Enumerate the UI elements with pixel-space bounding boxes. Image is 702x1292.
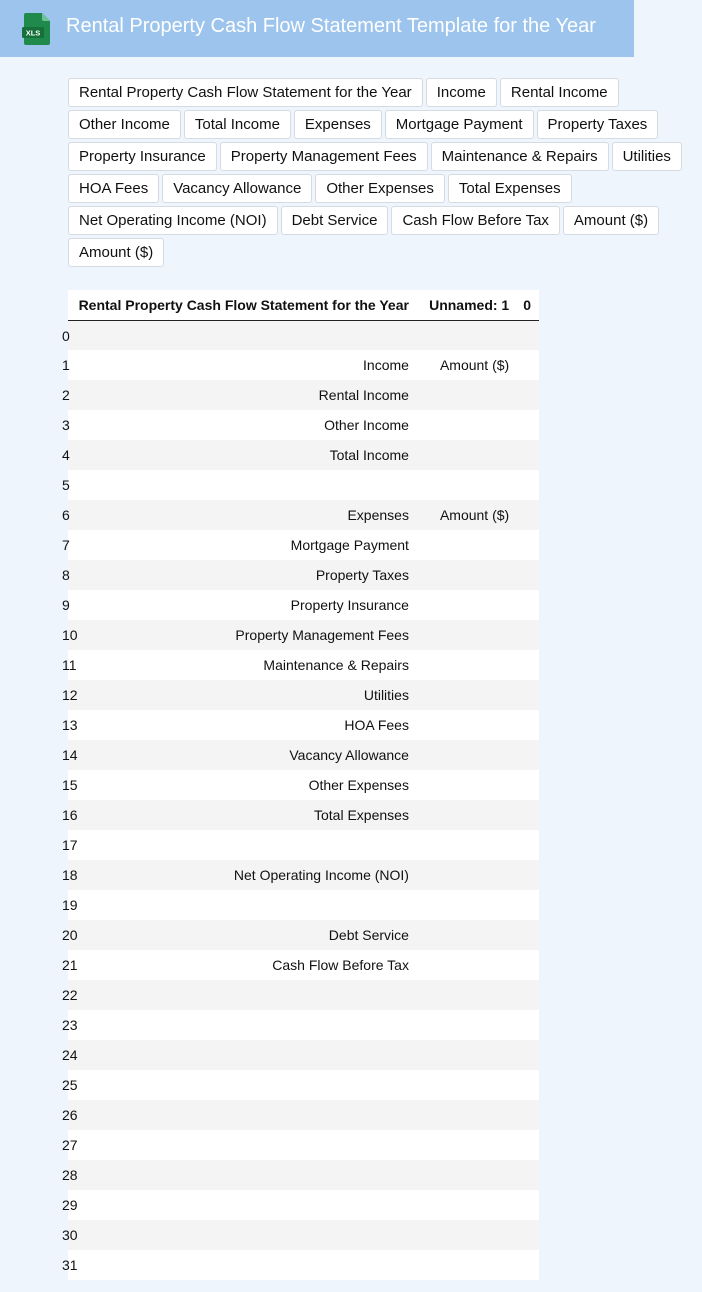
table-row [68, 410, 539, 440]
table-row [68, 1070, 539, 1100]
row-amount-cell [416, 380, 516, 410]
row-value-cell [516, 1010, 539, 1040]
table-row [68, 1100, 539, 1130]
row-index: 11 [62, 657, 77, 673]
row-label-cell: Expenses [72, 500, 416, 530]
row-index-cell [62, 530, 72, 560]
row-label-cell [72, 1040, 416, 1070]
table-row [68, 500, 539, 530]
column-tag[interactable]: Amount ($) [563, 206, 659, 235]
row-index-cell [62, 890, 78, 920]
table-row [68, 770, 539, 800]
row-label-cell [72, 320, 416, 350]
row-value-cell [516, 860, 539, 890]
row-index-cell [62, 1130, 78, 1160]
row-index: 1 [62, 357, 70, 373]
row-label-cell [72, 1010, 416, 1040]
row-label-cell: Other Expenses [72, 770, 416, 800]
row-amount-cell: Amount ($) [416, 350, 516, 380]
row-index: 16 [62, 807, 78, 823]
row-value-cell [516, 620, 539, 650]
table-row [68, 950, 539, 980]
table-row [68, 1010, 539, 1040]
row-value-cell [516, 1130, 539, 1160]
row-index-cell [62, 1220, 78, 1250]
row-index-cell [62, 770, 78, 800]
row-label-cell [72, 1160, 416, 1190]
row-value-cell [516, 590, 539, 620]
row-index: 29 [62, 1197, 78, 1213]
row-amount-cell: Amount ($) [416, 500, 516, 530]
row-amount-cell [416, 860, 516, 890]
row-label-cell [72, 890, 416, 920]
row-value-cell [516, 1250, 539, 1280]
row-index: 5 [62, 477, 70, 493]
row-label-cell: HOA Fees [72, 710, 416, 740]
row-index-cell [62, 320, 72, 350]
row-value-cell [516, 530, 539, 560]
row-amount-cell [416, 1160, 516, 1190]
table-row [68, 380, 539, 410]
column-header-statement: Rental Property Cash Flow Statement for the Year [72, 290, 416, 320]
column-tag[interactable]: Income [426, 78, 497, 107]
row-value-cell [516, 410, 539, 440]
row-index: 19 [62, 897, 78, 913]
column-tag[interactable]: Total Income [184, 110, 291, 139]
row-value-cell [516, 380, 539, 410]
row-label-cell [72, 1070, 416, 1100]
row-value-cell [516, 740, 539, 770]
row-index: 15 [62, 777, 78, 793]
row-amount-cell [416, 980, 516, 1010]
table-row [68, 1190, 539, 1220]
row-value-cell [516, 800, 539, 830]
row-amount-cell [416, 710, 516, 740]
table-row [68, 1130, 539, 1160]
row-amount-cell [416, 590, 516, 620]
column-tag[interactable]: Utilities [612, 142, 682, 171]
table-header-row [68, 290, 539, 320]
row-label-cell [72, 1190, 416, 1220]
row-label-cell [72, 1250, 416, 1280]
row-amount-cell [416, 740, 516, 770]
row-index: 18 [62, 867, 78, 883]
row-value-cell [516, 560, 539, 590]
data-table [62, 290, 539, 1280]
row-index: 25 [62, 1077, 78, 1093]
row-label-cell: Mortgage Payment [72, 530, 416, 560]
table-row [68, 980, 539, 1010]
column-header-unnamed-1: Unnamed: 1 [416, 290, 516, 320]
row-index-cell [62, 1010, 78, 1040]
row-label-cell: Total Income [72, 440, 416, 470]
row-index: 31 [62, 1257, 78, 1273]
data-table-container [62, 290, 539, 1280]
row-index: 12 [62, 687, 78, 703]
row-index: 2 [62, 387, 70, 403]
table-row [68, 1220, 539, 1250]
row-index: 28 [62, 1167, 78, 1183]
row-label-cell: Rental Income [72, 380, 416, 410]
xls-file-icon [22, 13, 50, 45]
row-index: 24 [62, 1047, 78, 1063]
row-index-cell [62, 920, 78, 950]
table-row [68, 890, 539, 920]
row-index-cell [62, 620, 78, 650]
column-tag[interactable]: Other Income [68, 110, 181, 139]
row-value-cell [516, 1160, 539, 1190]
row-index-cell [62, 1040, 78, 1070]
table-row [68, 470, 539, 500]
row-index: 20 [62, 927, 78, 943]
row-value-cell [516, 770, 539, 800]
xls-icon-label: XLS [25, 28, 41, 38]
row-index-cell [62, 1100, 78, 1130]
row-label-cell [72, 1220, 416, 1250]
column-tag[interactable]: Rental Property Cash Flow Statement for the Year [68, 78, 423, 107]
row-label-cell: Maintenance & Repairs [72, 650, 416, 680]
row-label-cell: Other Income [72, 410, 416, 440]
row-index-cell [62, 980, 78, 1010]
row-amount-cell [416, 950, 516, 980]
row-amount-cell [416, 890, 516, 920]
row-amount-cell [416, 920, 516, 950]
row-label-cell: Cash Flow Before Tax [72, 950, 416, 980]
row-index-cell [62, 590, 72, 620]
row-amount-cell [416, 1070, 516, 1100]
column-tag[interactable]: Property Insurance [68, 142, 217, 171]
row-label-cell: Vacancy Allowance [72, 740, 416, 770]
table-row [68, 320, 539, 350]
row-index: 7 [62, 537, 70, 553]
table-row [68, 680, 539, 710]
row-value-cell [516, 320, 539, 350]
row-label-cell [72, 470, 416, 500]
row-amount-cell [416, 800, 516, 830]
row-amount-cell [416, 830, 516, 860]
row-value-cell [516, 1040, 539, 1070]
row-index: 8 [62, 567, 70, 583]
row-label-cell [72, 1100, 416, 1130]
row-amount-cell [416, 620, 516, 650]
row-amount-cell [416, 650, 516, 680]
row-value-cell [516, 680, 539, 710]
column-tag[interactable]: Amount ($) [68, 238, 164, 267]
row-label-cell: Property Taxes [72, 560, 416, 590]
row-amount-cell [416, 560, 516, 590]
row-index-cell [62, 830, 78, 860]
row-value-cell [516, 980, 539, 1010]
row-amount-cell [416, 1130, 516, 1160]
row-value-cell [516, 440, 539, 470]
column-tag[interactable]: Vacancy Allowance [162, 174, 312, 203]
row-index-cell [62, 350, 72, 380]
row-amount-cell [416, 530, 516, 560]
row-index-cell [62, 950, 78, 980]
row-value-cell [516, 1100, 539, 1130]
row-value-cell [516, 710, 539, 740]
table-row [68, 830, 539, 860]
table-row [68, 350, 539, 380]
column-tag-list [68, 78, 688, 267]
row-value-cell [516, 890, 539, 920]
row-amount-cell [416, 320, 516, 350]
row-index-cell [62, 680, 78, 710]
row-index-cell [62, 1190, 78, 1220]
row-index-cell [62, 740, 78, 770]
row-index: 27 [62, 1137, 78, 1153]
row-index: 6 [62, 507, 70, 523]
row-index: 22 [62, 987, 78, 1003]
table-row [68, 440, 539, 470]
row-amount-cell [416, 470, 516, 500]
row-index-cell [62, 470, 72, 500]
row-amount-cell [416, 770, 516, 800]
row-index-cell [62, 650, 77, 680]
column-tag[interactable]: Expenses [294, 110, 382, 139]
row-value-cell [516, 1070, 539, 1100]
table-row [68, 620, 539, 650]
row-amount-cell [416, 410, 516, 440]
row-label-cell: Total Expenses [72, 800, 416, 830]
column-tag[interactable]: Debt Service [281, 206, 389, 235]
column-tag[interactable]: Property Management Fees [220, 142, 428, 171]
column-tag[interactable]: HOA Fees [68, 174, 159, 203]
row-index-cell [62, 710, 78, 740]
row-amount-cell [416, 1220, 516, 1250]
table-row [68, 590, 539, 620]
row-amount-cell [416, 1100, 516, 1130]
table-row [68, 1250, 539, 1280]
row-index: 10 [62, 627, 78, 643]
row-index: 3 [62, 417, 70, 433]
table-row [68, 710, 539, 740]
row-index: 23 [62, 1017, 78, 1033]
row-label-cell: Utilities [72, 680, 416, 710]
table-row [68, 530, 539, 560]
row-index: 14 [62, 747, 78, 763]
row-label-cell [72, 830, 416, 860]
row-index: 9 [62, 597, 70, 613]
row-index-cell [62, 410, 72, 440]
table-row [68, 800, 539, 830]
row-amount-cell [416, 1250, 516, 1280]
column-tag[interactable]: Rental Income [500, 78, 619, 107]
column-tag[interactable]: Net Operating Income (NOI) [68, 206, 278, 235]
row-index-cell [62, 1250, 78, 1280]
page-title: Rental Property Cash Flow Statement Template for the Year [66, 15, 596, 37]
table-row [68, 860, 539, 890]
row-index-cell [62, 800, 78, 830]
title-bar [0, 0, 634, 57]
table-row [68, 740, 539, 770]
row-index-cell [62, 860, 78, 890]
row-value-cell [516, 920, 539, 950]
column-tag[interactable]: Other Expenses [315, 174, 445, 203]
row-label-cell [72, 980, 416, 1010]
row-amount-cell [416, 1190, 516, 1220]
row-amount-cell [416, 1040, 516, 1070]
row-value-cell [516, 950, 539, 980]
row-label-cell: Net Operating Income (NOI) [72, 860, 416, 890]
table-row [68, 650, 539, 680]
row-label-cell: Income [72, 350, 416, 380]
table-row [68, 920, 539, 950]
row-value-cell [516, 1220, 539, 1250]
table-row [68, 560, 539, 590]
row-index: 4 [62, 447, 70, 463]
row-label-cell: Debt Service [72, 920, 416, 950]
table-row [68, 1160, 539, 1190]
column-tag[interactable]: Property Taxes [537, 110, 659, 139]
row-value-cell [516, 500, 539, 530]
row-amount-cell [416, 1010, 516, 1040]
row-index-cell [62, 560, 72, 590]
row-amount-cell [416, 440, 516, 470]
row-value-cell [516, 650, 539, 680]
row-index: 26 [62, 1107, 78, 1123]
row-index-cell [62, 1160, 78, 1190]
row-value-cell [516, 350, 539, 380]
row-index: 21 [62, 957, 78, 973]
row-index-cell [62, 440, 72, 470]
column-header-0: 0 [516, 290, 539, 320]
row-index-cell [62, 1070, 78, 1100]
row-amount-cell [416, 680, 516, 710]
column-tag[interactable]: Maintenance & Repairs [431, 142, 609, 171]
column-tag[interactable]: Cash Flow Before Tax [391, 206, 559, 235]
row-value-cell [516, 830, 539, 860]
row-label-cell: Property Management Fees [72, 620, 416, 650]
row-index: 13 [62, 717, 78, 733]
column-tag[interactable]: Mortgage Payment [385, 110, 534, 139]
row-index: 17 [62, 837, 78, 853]
table-row [68, 1040, 539, 1070]
row-index: 0 [62, 327, 70, 344]
row-label-cell [72, 1130, 416, 1160]
column-tag[interactable]: Total Expenses [448, 174, 572, 203]
row-value-cell [516, 470, 539, 500]
row-index-cell [62, 380, 72, 410]
row-index: 30 [62, 1227, 78, 1243]
row-label-cell: Property Insurance [72, 590, 416, 620]
row-index-cell [62, 500, 72, 530]
row-value-cell [516, 1190, 539, 1220]
